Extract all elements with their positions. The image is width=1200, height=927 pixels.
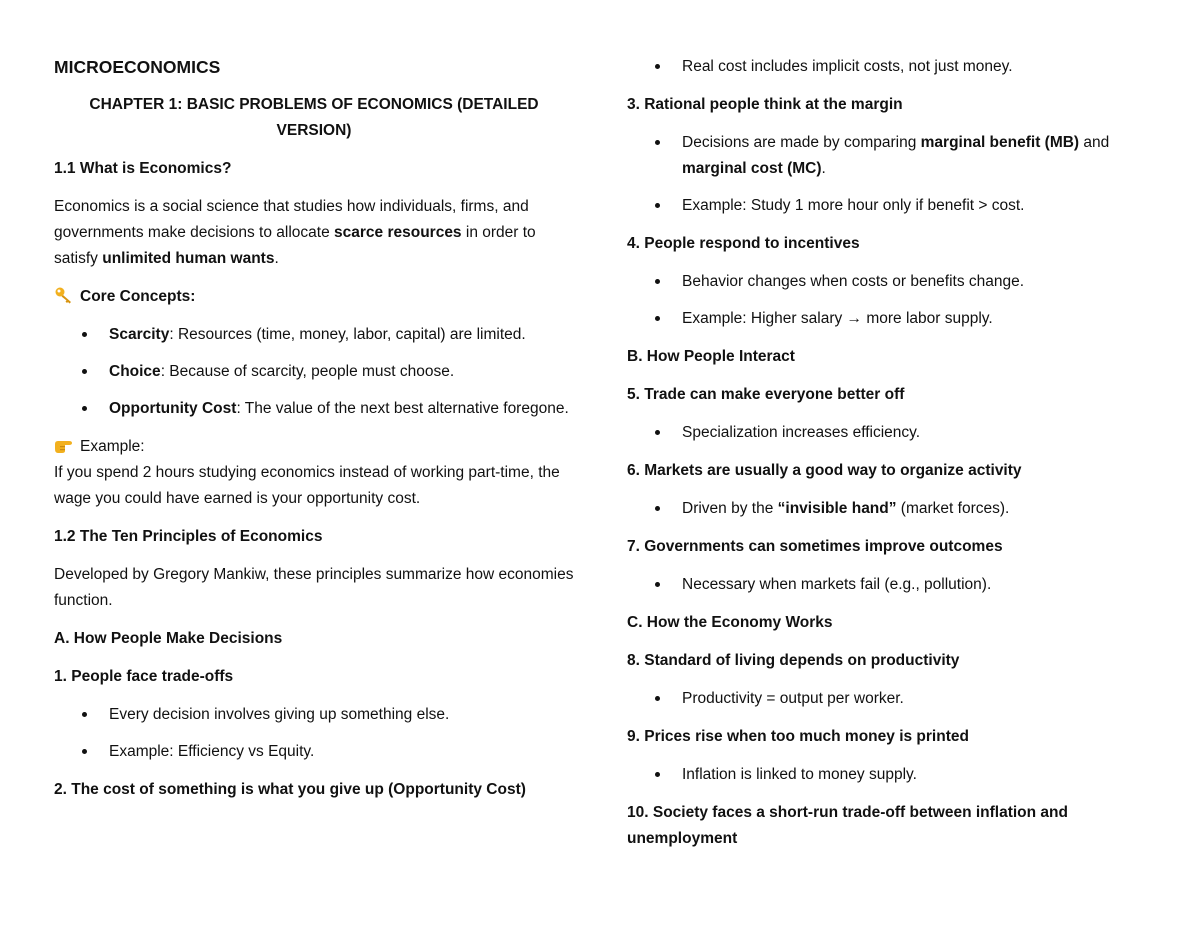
list-item: Example: Higher salary → more labor supply. [627,306,1147,332]
principle-6-heading: 6. Markets are usually a good way to organize activity [627,462,1022,479]
list-item: Every decision involves giving up something else. [54,702,574,728]
principle-4-list [627,269,1147,332]
principle-5-heading: 5. Trade can make everyone better off [627,386,905,403]
right-column [627,54,1147,864]
section-heading-1-1: 1.1 What is Economics? [54,160,232,177]
principle-3-list [627,130,1147,219]
key-icon [54,286,74,304]
principles-intro: Developed by Gregory Mankiw, these principles summarize how economies function. [54,566,574,609]
principle-2-list [627,54,1147,80]
principle-9-list [627,762,1147,788]
principle-1-heading: 1. People face trade-offs [54,668,234,685]
group-a-heading: A. How People Make Decisions [54,630,283,647]
group-b-heading: B. How People Interact [627,348,795,365]
principle-6-list [627,496,1147,522]
group-c-heading: C. How the Economy Works [627,614,833,631]
core-concepts-heading: Core Concepts: [54,284,574,310]
principle-8-heading: 8. Standard of living depends on productivity [627,652,960,669]
economics-definition: Economics is a social science that studies how individuals, firms, and governments make decisions to allocate scarce resources in order to satisfy unlimited human wants. [54,198,536,267]
principle-7-heading: 7. Governments can sometimes improve outcomes [627,538,1003,555]
left-column [54,54,574,815]
principle-2-heading: 2. The cost of something is what you give up (Opportunity Cost) [54,781,526,798]
example-text: If you spend 2 hours studying economics instead of working part-time, the wage you could have earned is your opportunity cost. [54,464,560,507]
section-heading-1-2: 1.2 The Ten Principles of Economics [54,528,323,545]
document-title: MICROECONOMICS [54,57,221,77]
principle-3-heading: 3. Rational people think at the margin [627,96,903,113]
list-item: Example: Efficiency vs Equity. [54,739,574,765]
example-label: Example: [54,434,574,460]
list-item: Decisions are made by comparing marginal benefit (MB) and marginal cost (MC). [627,130,1147,182]
principle-5-list [627,420,1147,446]
principle-1-list [54,702,574,765]
principle-9-heading: 9. Prices rise when too much money is printed [627,728,969,745]
list-item: Driven by the “invisible hand” (market forces). [627,496,1147,522]
list-item: Specialization increases efficiency. [627,420,1147,446]
core-concepts-list [54,322,574,422]
list-item: Inflation is linked to money supply. [627,762,1147,788]
principle-10-heading: 10. Society faces a short-run trade-off between inflation and unemployment [627,804,1068,847]
list-item: Productivity = output per worker. [627,686,1147,712]
list-item: Choice: Because of scarcity, people must choose. [54,359,574,385]
list-item: Real cost includes implicit costs, not just money. [627,54,1147,80]
chapter-title: CHAPTER 1: BASIC PROBLEMS OF ECONOMICS (DETAILED VERSION) [89,96,539,139]
list-item: Necessary when markets fail (e.g., pollution). [627,572,1147,598]
list-item: Behavior changes when costs or benefits change. [627,269,1147,295]
list-item: Example: Study 1 more hour only if benefit > cost. [627,193,1147,219]
principle-4-heading: 4. People respond to incentives [627,235,860,252]
list-item: Opportunity Cost: The value of the next best alternative foregone. [54,396,574,422]
principle-8-list [627,686,1147,712]
list-item: Scarcity: Resources (time, money, labor, capital) are limited. [54,322,574,348]
principle-7-list [627,572,1147,598]
pointing-hand-icon [54,436,74,454]
